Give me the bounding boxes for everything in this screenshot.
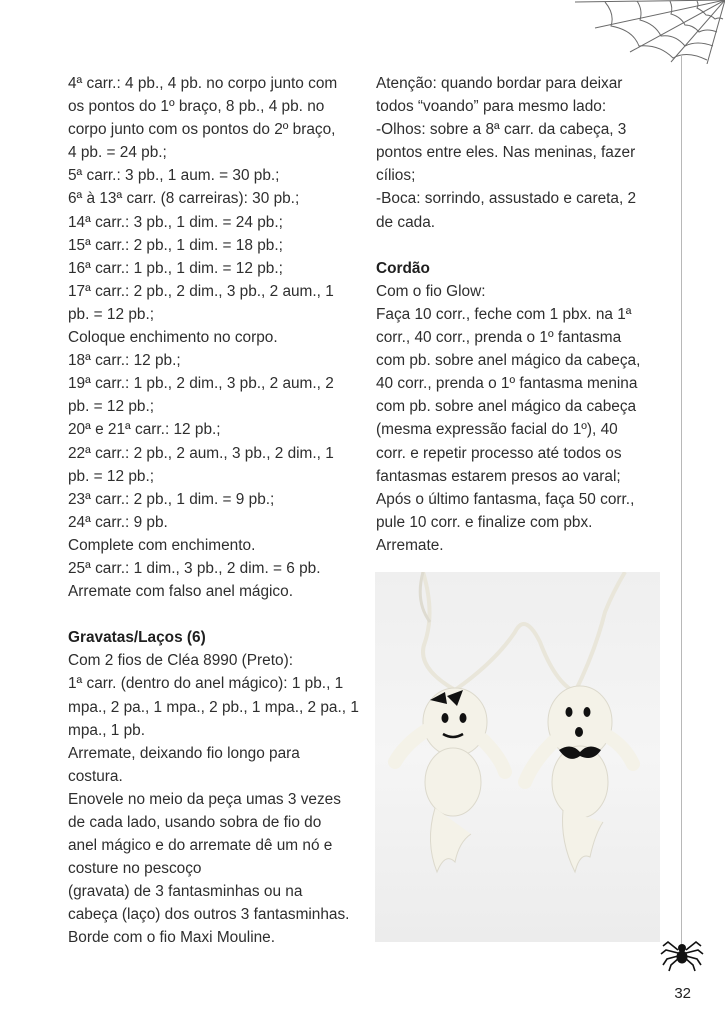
paragraph-gap: [376, 234, 670, 257]
text-line: 6ª à 13ª carr. (8 carreiras): 30 pb.;: [68, 190, 300, 208]
text-line: Arremate, deixando fio longo para: [68, 744, 300, 762]
text-line: 24ª carr.: 9 pb.: [68, 513, 168, 531]
text-line: Borde com o fio Maxi Mouline.: [68, 929, 276, 947]
text-line: Com 2 fios de Cléa 8990 (Preto):: [68, 652, 293, 670]
text-line: Coloque enchimento no corpo.: [68, 329, 278, 347]
text-line: Complete com enchimento.: [68, 536, 256, 554]
text-line: os pontos do 1º braço, 8 pb., 4 pb. no: [68, 98, 325, 116]
text-line: pb. = 12 pb.;: [68, 305, 155, 323]
text-line: com pb. sobre anel mágico da cabeça,: [376, 352, 641, 370]
text-line: -Boca: sorrindo, assustado e careta, 2: [376, 190, 637, 208]
text-line: de cada.: [376, 213, 436, 231]
text-line: 4 pb. = 24 pb.;: [68, 144, 167, 162]
ghost-garland-photo: [375, 572, 660, 942]
text-line: corpo junto com os pontos do 2º braço,: [68, 121, 336, 139]
text-line: 17ª carr.: 2 pb., 2 dim., 3 pb., 2 aum., 1: [68, 282, 334, 300]
text-line: 18ª carr.: 12 pb.;: [68, 352, 181, 370]
text-line: 40 corr., prenda o 1º fantasma menina: [376, 375, 638, 393]
text-line: 25ª carr.: 1 dim., 3 pb., 2 dim. = 6 pb.: [68, 559, 321, 577]
text-line: Arremate com falso anel mágico.: [68, 583, 293, 601]
text-line: todos “voando” para mesmo lado:: [376, 98, 607, 116]
text-line: 4ª carr.: 4 pb., 4 pb. no corpo junto com: [68, 75, 338, 92]
ghost-boy: [525, 686, 633, 872]
spider-web-icon: [575, 0, 725, 64]
text-line: costure no pescoço: [68, 860, 202, 878]
section-heading: Cordão: [376, 259, 430, 277]
text-line: de cada lado, usando sobra de fio do: [68, 814, 322, 831]
right-text-column: [376, 72, 670, 557]
text-line: mpa., 2 pa., 1 mpa., 2 pb., 1 mpa., 2 pa., 1: [68, 698, 359, 716]
paragraph-gap: [68, 603, 364, 626]
text-line: com pb. sobre anel mágico da cabeça: [376, 398, 637, 416]
text-line: pb. = 12 pb.;: [68, 398, 155, 416]
text-line: anel mágico e do arremate dê um nó e: [68, 837, 333, 855]
spider-icon: [660, 934, 704, 974]
text-line: 20ª e 21ª carr.: 12 pb.;: [68, 421, 221, 439]
text-line: 16ª carr.: 1 pb., 1 dim. = 12 pb.;: [68, 259, 283, 277]
text-line: pule 10 corr. e finalize com pbx.: [376, 513, 593, 531]
text-line: Enovele no meio da peça umas 3 vezes: [68, 790, 341, 808]
text-line: Após o último fantasma, faça 50 corr.,: [376, 490, 635, 508]
text-line: 5ª carr.: 3 pb., 1 aum. = 30 pb.;: [68, 167, 280, 185]
text-line: Atenção: quando bordar para deixar: [376, 75, 623, 92]
ghost-girl: [395, 688, 505, 872]
text-line: Com o fio Glow:: [376, 282, 486, 300]
text-line: 14ª carr.: 3 pb., 1 dim. = 24 pb.;: [68, 213, 283, 231]
text-line: 19ª carr.: 1 pb., 2 dim., 3 pb., 2 aum., 2: [68, 375, 334, 393]
section-heading: Gravatas/Laços (6): [68, 629, 206, 647]
page-number: 32: [674, 985, 691, 1002]
text-line: fantasmas estarem presos ao varal;: [376, 467, 621, 485]
left-text-column: [68, 72, 364, 950]
text-line: (gravata) de 3 fantasminhas ou na: [68, 883, 303, 901]
text-line: 23ª carr.: 2 pb., 1 dim. = 9 pb.;: [68, 490, 275, 508]
text-line: Arremate.: [376, 536, 444, 554]
text-line: corr. e repetir processo até todos os: [376, 444, 622, 462]
text-line: pb. = 12 pb.;: [68, 467, 155, 485]
text-line: mpa., 1 pb.: [68, 721, 145, 739]
text-line: (mesma expressão facial do 1º), 40: [376, 421, 618, 439]
text-line: Faça 10 corr., feche com 1 pbx. na 1ª: [376, 305, 632, 323]
text-line: cabeça (laço) dos outros 3 fantasminhas.: [68, 906, 350, 924]
text-line: 15ª carr.: 2 pb., 1 dim. = 18 pb.;: [68, 236, 283, 254]
text-line: corr., 40 corr., prenda o 1º fantasma: [376, 329, 622, 347]
text-line: 22ª carr.: 2 pb., 2 aum., 3 pb., 2 dim., 1: [68, 444, 334, 462]
spider-thread: [681, 54, 682, 944]
text-line: cílios;: [376, 167, 416, 185]
text-line: -Olhos: sobre a 8ª carr. da cabeça, 3: [376, 121, 627, 139]
text-line: pontos entre eles. Nas meninas, fazer: [376, 144, 636, 162]
text-line: 1ª carr. (dentro do anel mágico): 1 pb., 1: [68, 675, 344, 693]
text-line: costura.: [68, 767, 123, 785]
